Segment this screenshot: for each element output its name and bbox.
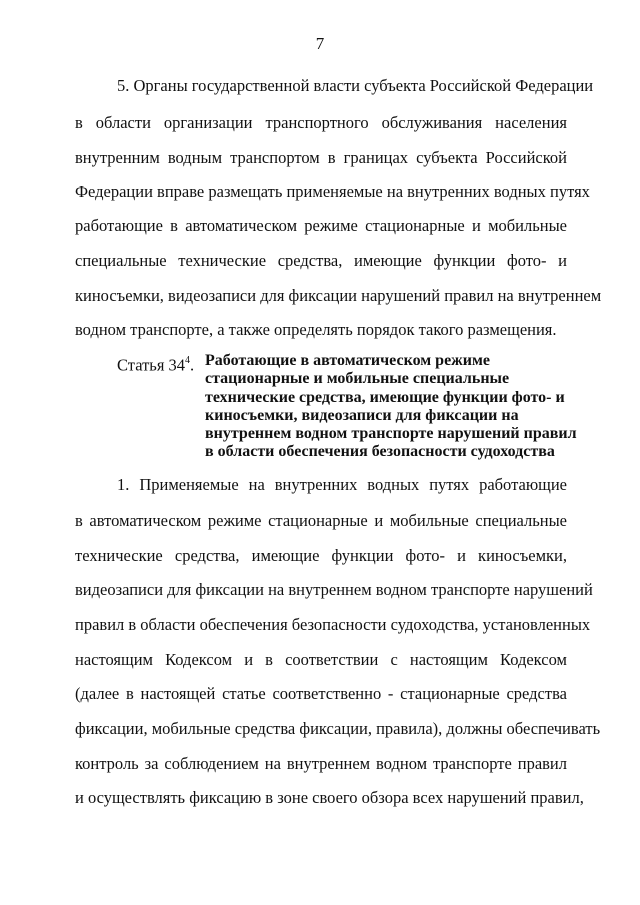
article-title-line: Работающие в автоматическом режиме (205, 352, 490, 369)
text-line: 1. Применяемые на внутренних водных путях работающие (117, 475, 567, 494)
text-line: работающие в автоматическом режиме стационарные и мобильные (75, 216, 567, 235)
article-label-suffix: . (190, 355, 195, 375)
text-line: настоящим Кодексом и в соответствии с настоящим Кодексом (75, 650, 567, 669)
article-label-text: Статья 34 (117, 355, 186, 375)
article-title (205, 352, 577, 462)
text-line: и осуществлять фиксацию в зоне своего обзора всех нарушений правил, (75, 788, 584, 807)
text-line: водном транспорте, а также определять порядок такого размещения. (75, 320, 557, 339)
text-line: правил в области обеспечения безопасности судоходства, установленных (75, 615, 591, 634)
article-title-line: внутреннем водном транспорте нарушений правил (205, 425, 577, 443)
text-line: контроль за соблюдением на внутреннем водном транспорте правил (75, 754, 567, 773)
article-label-superscript: 4 (185, 355, 191, 366)
text-line: фиксации, мобильные средства фиксации, правила), должны обеспечивать (75, 719, 601, 738)
text-line: Федерации вправе размещать применяемые на внутренних водных путях (75, 182, 590, 201)
text-line: технические средства, имеющие функции фото- и киносъемки, (75, 546, 567, 565)
article-title-line: в области обеспечения безопасности судоходства (205, 443, 555, 461)
text-line: в области организации транспортного обслуживания населения (75, 113, 567, 132)
article-label (117, 352, 194, 376)
article-title-line: технические средства, имеющие функции фото- и (205, 388, 565, 406)
article-title-line: стационарные и мобильные специальные (205, 370, 510, 388)
text-line: киносъемки, видеозаписи для фиксации нарушений правил на внутреннем (75, 286, 602, 305)
text-line: в автоматическом режиме стационарные и мобильные специальные (75, 511, 567, 530)
text-line: видеозаписи для фиксации на внутреннем водном транспорте нарушений (75, 580, 593, 599)
text-line: специальные технические средства, имеющие функции фото- и (75, 251, 567, 270)
text-line: 5. Органы государственной власти субъекта Российской Федерации (117, 76, 594, 95)
article-title-line: киносъемки, видеозаписи для фиксации на (205, 406, 519, 424)
text-line: внутренним водным транспортом в границах субъекта Российской (75, 148, 567, 167)
page-number: 7 (315, 34, 325, 53)
text-line: (далее в настоящей статье соответственно - стационарные средства (75, 684, 567, 703)
